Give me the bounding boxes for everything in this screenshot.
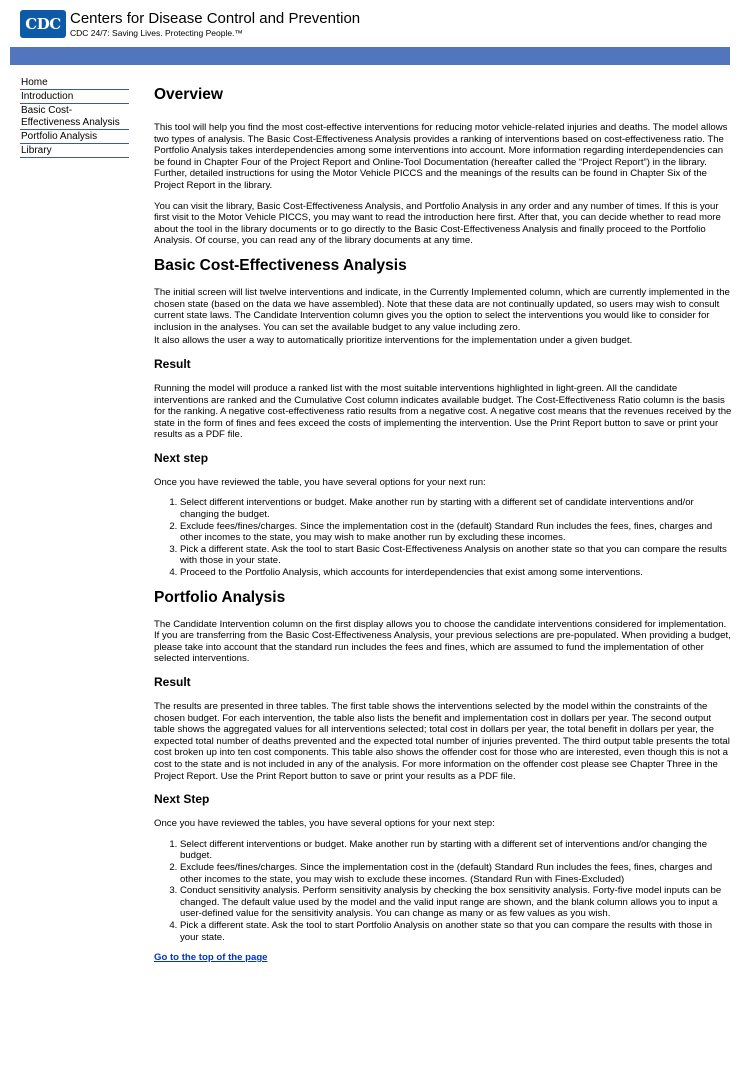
list-item: 4. Pick a different state. Ask the tool to start Portfolio Analysis on another state so that you can compare the results with those in your state. xyxy=(180,920,732,943)
nav-item-library[interactable]: Library xyxy=(20,144,129,158)
site-header xyxy=(0,0,746,46)
list-item: 2. Exclude fees/fines/charges. Since the implementation cost in the (default) Standard Run includes the fees, fines, charges and other incomes to the state, you may wish to make another run by excluding these incomes. xyxy=(180,521,732,544)
nav-item-portfolio-analysis[interactable]: Portfolio Analysis xyxy=(20,130,129,144)
list-item: 3. Pick a different state. Ask the tool to start Basic Cost-Effectiveness Analysis on another state so that you can compare the results with those in your state. xyxy=(180,544,732,567)
back-to-top-link[interactable]: Go to the top of the page xyxy=(154,952,268,964)
portfolio-result-heading: Result xyxy=(154,675,191,689)
cdc-logo[interactable]: CDC xyxy=(20,10,66,38)
org-name: Centers for Disease Control and Prevention xyxy=(70,10,361,27)
basic-next-step-intro: Once you have reviewed the table, you have several options for your next run: xyxy=(154,476,486,488)
overview-paragraph-1: This tool will help you find the most cost-effective interventions for reducing motor vehicle-related injuries and deaths. The model allows two types of analysis. The Basic Cost-Effectiveness Analysis provides a ranking of interventions based on cost-effectiveness ratio. The Portfolio Analysis takes interdependencies among some interventions into account. More information regarding interdependencies can be found in Chapter Four of the Project Report and Online-Tool Documentation (hereafter called the “Project Report”) in the library. Further, detailed instructions for using the Motor Vehicle PICCS and the meanings of the results can be found in Chapter Six of the Project Report in the library. xyxy=(154,122,728,191)
nav-item-introduction[interactable]: Introduction xyxy=(20,90,129,104)
portfolio-next-step-heading: Next Step xyxy=(154,792,210,807)
basic-analysis-paragraph-2: It also allows the user a way to automatically prioritize interventions for the implementation under a given budget. xyxy=(154,335,633,347)
basic-result-heading: Result xyxy=(154,356,191,371)
list-item: 1. Select different interventions or budget. Make another run by starting with a different set of candidate interventions and/or changing the budget. xyxy=(180,497,732,520)
overview-heading: Overview xyxy=(154,86,223,103)
tagline: CDC 24/7: Saving Lives. Protecting People.™ xyxy=(70,28,243,38)
basic-analysis-paragraph: The initial screen will list twelve interventions and indicate, in the Currently Implemented column, which are currently implemented in the chosen state (based on the data we have assembled). Note that these data are not continually updated, so users may wish to consult current state laws. The Candidate Intervention column gives you the option to select the interventions you would like to consider for inclusion in the analyses. You can set the available budget to any value including zero. xyxy=(154,286,730,333)
portfolio-next-step-intro: Once you have reviewed the tables, you have several options for your next step: xyxy=(154,818,495,830)
basic-next-step-list xyxy=(154,497,732,578)
main-content xyxy=(154,86,732,964)
basic-next-step-heading: Next step xyxy=(154,450,209,465)
list-item: 1. Select different interventions or budget. Make another run by starting with a different set of interventions and/or changing the budget. xyxy=(180,839,732,862)
basic-result-paragraph: Running the model will produce a ranked list with the most suitable interventions highlighted in light-green. All the candidate interventions are ranked and the Cumulative Cost column indicates available budget. The Cost-Effectiveness Ratio column is the basis for the ranking. A negative cost-effectiveness ratio results from a negative cost. A negative cost means that the revenues received by the state in the form of fines and fees exceed the costs of implementing the intervention. Use the Print Report button to save or print your results as a PDF file. xyxy=(154,382,732,441)
list-item: 4. Proceed to the Portfolio Analysis, which accounts for interdependencies that exist among some interventions. xyxy=(180,567,732,579)
list-item: 2. Exclude fees/fines/charges. Since the implementation cost in the (default) Standard Run includes the fees, fines, charges and other incomes to the state, you may wish to exclude these incomes. (Standard Run with Fines-Excluded) xyxy=(180,862,732,885)
overview-paragraph-2: You can visit the library, Basic Cost-Effectiveness Analysis, and Portfolio Analysis in any order and any number of times. If this is your first visit to the Motor Vehicle PICCS, you may want to read the introduction here first. After that, you can decide whether to read more about the tool in the library documents or to go directly to the Basic Cost-Effectiveness Analysis and finally proceed to the Portfolio Analysis. Of course, you can read any of the library documents at any time. xyxy=(154,200,721,247)
header-bar xyxy=(10,47,730,65)
portfolio-heading: Portfolio Analysis xyxy=(154,588,286,606)
portfolio-paragraph: The Candidate Intervention column on the first display allows you to choose the candidate interventions considered for implementation. If you are transferring from the Basic Cost-Effectiveness Analysis, your previous selections are pre-populated. When providing a budget, please take into account that the standard run includes the fees and fines, which are assumed to fund the implementation of other selected interventions. xyxy=(154,618,731,665)
portfolio-result-paragraph: The results are presented in three tables. The first table shows the interventions selected by the model within the constraints of the chosen budget. For each intervention, the table also lists the benefit and implementation cost in dollars per year. The second output table shows the aggregated values for all interventions selected; total cost in dollars per year, the total benefit in dollars per year, the expected total number of deaths prevented and the expected total number of injuries prevented. The third output table presents the total cost broken up into ten cost components. This table also shows the offender cost for those who are interested, even though this is not a cost to the state and is not included in any of the analysis. For more information on the offender cost please see Chapter Three in the Project Report. Use the Print Report button to save or print your results as a PDF file. xyxy=(154,701,730,782)
list-item: 3. Conduct sensitivity analysis. Perform sensitivity analysis by checking the box sensitivity analysis. Forty-five model inputs can be changed. The default value used by the model and the valid input range are shown, and the blank column allows you to input a user-defined value for the sensitivity analysis. You can change as many or as few values as you wish. xyxy=(180,885,732,920)
portfolio-next-step-list xyxy=(154,839,732,943)
nav-item-basic-cost-effectiveness[interactable]: Basic Cost-Effectiveness Analysis xyxy=(20,104,129,130)
nav-item-home[interactable]: Home xyxy=(20,76,129,90)
basic-analysis-heading: Basic Cost-Effectiveness Analysis xyxy=(154,256,407,274)
sidebar-nav xyxy=(20,76,129,158)
